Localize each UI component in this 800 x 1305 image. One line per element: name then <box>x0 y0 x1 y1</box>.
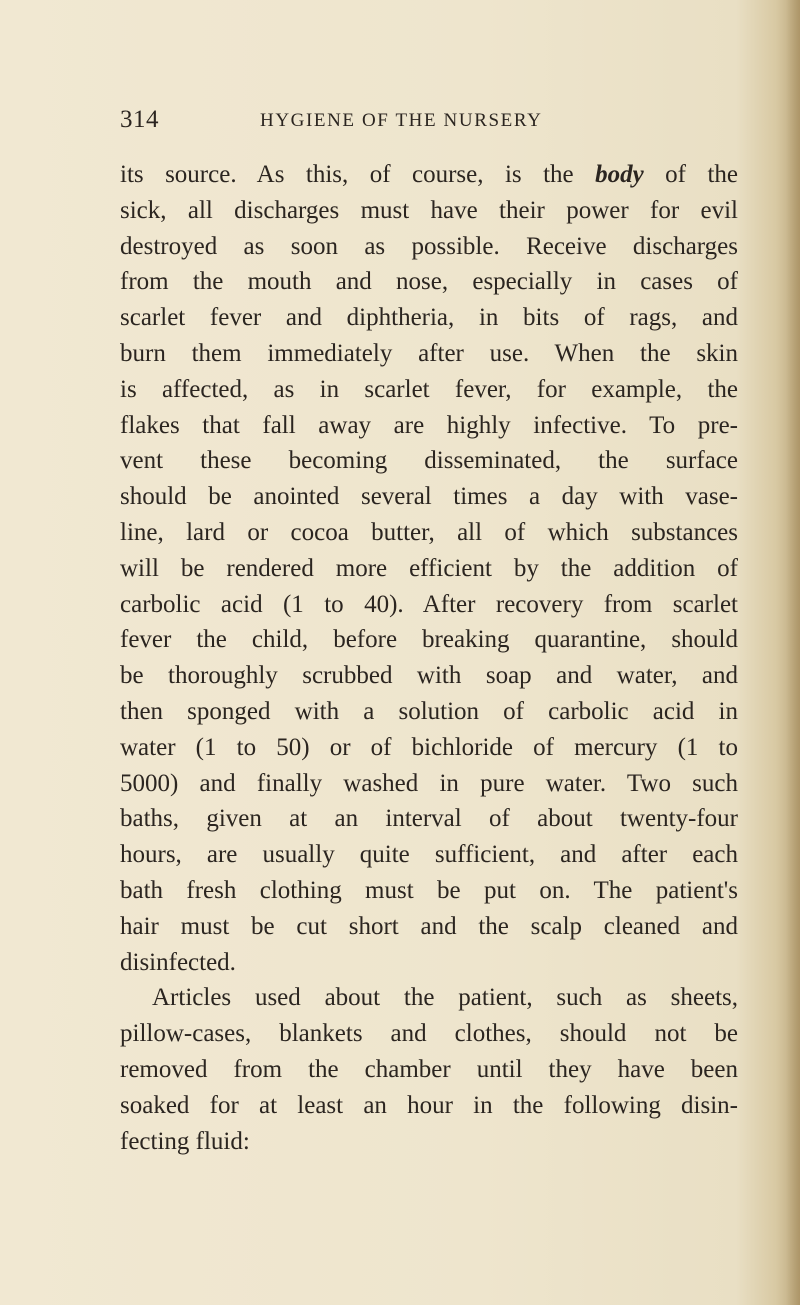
text-line: from the mouth and nose, especially in cases of <box>120 268 738 296</box>
text-line: will be rendered more efficient by the addition of <box>120 554 738 582</box>
text-line: its source. As this, of course, is the body of the <box>120 161 738 188</box>
text-line: hours, are usually quite sufficient, and after each <box>120 841 738 869</box>
page-number: 314 <box>120 106 159 133</box>
text-line: destroyed as soon as possible. Receive discharges <box>120 232 738 260</box>
emphasis-body: body <box>595 161 644 188</box>
text-line: pillow-cases, blankets and clothes, should not be <box>120 1020 738 1048</box>
text-line: be thoroughly scrubbed with soap and water, and <box>120 662 738 690</box>
text-line: 5000) and finally washed in pure water. Two such <box>120 769 738 797</box>
text-line: should be anointed several times a day with vase- <box>120 483 738 511</box>
text-line: fever the child, before breaking quarantine, should <box>120 626 738 654</box>
text-line: hair must be cut short and the scalp cleaned and <box>120 912 738 940</box>
text-line: soaked for at least an hour in the following disin- <box>120 1091 738 1119</box>
text-line: line, lard or cocoa butter, all of which substances <box>120 518 738 546</box>
text-line: flakes that fall away are highly infective. To pre- <box>120 411 738 439</box>
text-line: water (1 to 50) or of bichloride of mercury (1 to <box>120 733 738 761</box>
text-line: scarlet fever and diphtheria, in bits of rags, and <box>120 304 738 332</box>
page-header <box>120 106 740 146</box>
text-line: vent these becoming disseminated, the surface <box>120 447 738 475</box>
text-line: then sponged with a solution of carbolic acid in <box>120 697 738 725</box>
text-line: burn them immediately after use. When the skin <box>120 339 738 367</box>
text-line: fecting fluid: <box>120 1127 250 1155</box>
running-head: HYGIENE OF THE NURSERY <box>260 110 543 131</box>
text-line: disinfected. <box>120 948 236 976</box>
body-text <box>120 157 738 1159</box>
text-line: sick, all discharges must have their power for evil <box>120 196 738 224</box>
text-line: bath fresh clothing must be put on. The patient's <box>120 876 738 904</box>
paragraph-start-line: Articles used about the patient, such as sheets, <box>152 984 738 1012</box>
text-line: carbolic acid (1 to 40). After recovery from scarlet <box>120 590 738 618</box>
text-line: removed from the chamber until they have been <box>120 1055 738 1083</box>
text-line: is affected, as in scarlet fever, for example, the <box>120 375 738 403</box>
page-edge-shadow <box>786 0 800 1305</box>
text-line: baths, given at an interval of about twenty-four <box>120 805 738 833</box>
